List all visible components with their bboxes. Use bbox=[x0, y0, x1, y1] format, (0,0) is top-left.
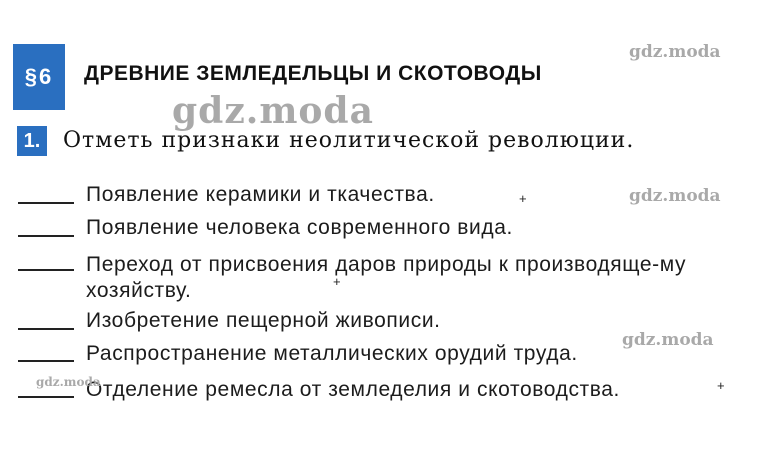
watermark: gdz.moda bbox=[629, 186, 721, 206]
section-title: ДРЕВНИЕ ЗЕМЛЕДЕЛЬЦЫ И СКОТОВОДЫ bbox=[84, 62, 542, 85]
watermark: gdz.moda bbox=[172, 90, 374, 132]
answer-blank[interactable] bbox=[18, 202, 74, 204]
task-number-badge: 1. bbox=[17, 126, 47, 156]
answer-blank[interactable] bbox=[18, 269, 74, 271]
answer-blank[interactable] bbox=[18, 396, 74, 398]
answer-item-text: Изобретение пещерной живописи. bbox=[86, 309, 441, 332]
checkmark-plus: + bbox=[333, 274, 341, 289]
answer-item-text: Появление человека современного вида. bbox=[86, 216, 513, 239]
watermark: gdz.moda bbox=[36, 375, 101, 389]
task-instruction: Отметь признаки неолитической революции. bbox=[63, 128, 635, 153]
watermark: gdz.moda bbox=[629, 42, 721, 62]
answer-blank[interactable] bbox=[18, 235, 74, 237]
checkmark-plus: + bbox=[519, 191, 527, 206]
answer-item-text: Отделение ремесла от земледелия и скотоводства. bbox=[86, 378, 620, 401]
answer-item-text: Переход от присвоения даров природы к производяще-му хозяйству. bbox=[86, 253, 687, 302]
section-number-badge: §6 bbox=[13, 44, 65, 110]
answer-blank[interactable] bbox=[18, 360, 74, 362]
answer-blank[interactable] bbox=[18, 328, 74, 330]
answer-item-text: Распространение металлических орудий труда. bbox=[86, 342, 578, 365]
answer-item-text: Появление керамики и ткачества. bbox=[86, 183, 435, 206]
watermark: gdz.moda bbox=[622, 330, 714, 350]
checkmark-plus: + bbox=[717, 378, 725, 393]
